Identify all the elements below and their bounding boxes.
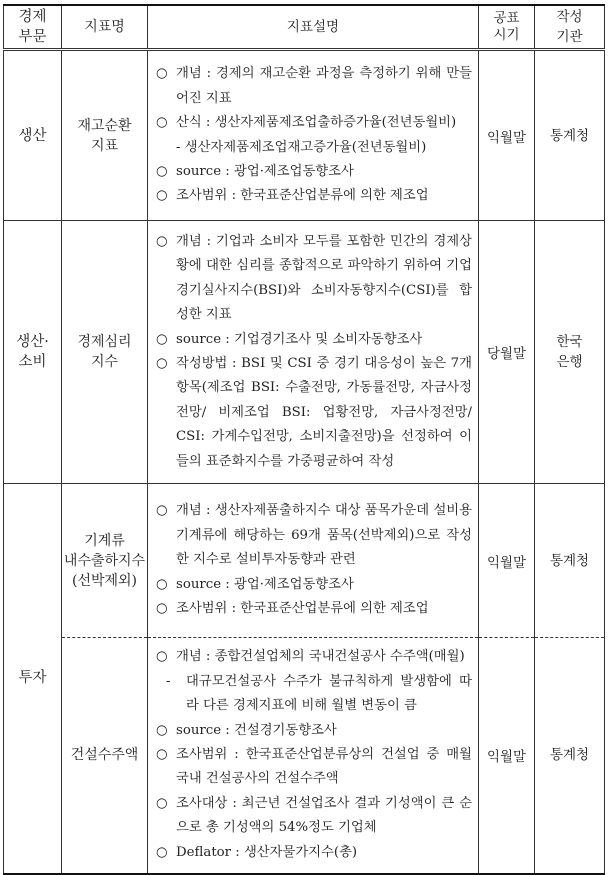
description-subitem: - 대규모건설공사 수주가 불규칙하게 발생함에 따라 다른 경제지표에 비해 월별 변동이 큼	[166, 673, 472, 714]
table-row	[4, 638, 605, 874]
release-timing-cell: 익월말	[479, 50, 535, 221]
organization-cell: 통계청	[535, 50, 605, 221]
description-item: ○ 조사대상 : 최근년 건설업조사 결과 기성액이 큰 순으로 총 기성액의 54%정도 기업체	[156, 795, 472, 836]
indicator-description-cell	[148, 50, 479, 221]
table-row	[4, 484, 605, 638]
description-item: - 생산자제품제조업재고증가율(전년동월비)	[176, 139, 427, 155]
release-timing-cell: 당월말	[479, 221, 535, 484]
description-item: ○ 조사범위 : 한국표준산업분류상의 건설업 중 매월 국내 건설공사의 건설수주액	[156, 747, 472, 787]
table-row	[4, 221, 605, 484]
header-indicator-description: 지표설명	[148, 5, 479, 50]
sector-cell: 투자	[4, 484, 62, 874]
indicator-name-cell: 경제심리 지수	[62, 221, 148, 484]
sector-cell: 생산	[4, 50, 62, 221]
description-item: ○ source : 광업·제조업동향조사	[156, 576, 354, 592]
description-item: ○ 조사범위 : 한국표준산업분류에 의한 제조업	[156, 601, 429, 617]
header-release-timing: 공표 시기	[479, 5, 535, 50]
description-item: ○ source : 광업·제조업동향조사	[156, 163, 354, 179]
description-item: ○ 개념 : 종합건설업체의 국내건설공사 수주액(매월)	[156, 649, 465, 665]
description-item: ○ 개념 : 경제의 재고순환 과정을 측정하기 위해 만들어진 지표	[156, 66, 472, 106]
description-item: ○ source : 기업경기조사 및 소비자동향조사	[156, 331, 423, 347]
description-item: ○ 작성방법 : BSI 및 CSI 중 경기 대응성이 높은 7개 항목(제조업 BSI: 수출전망, 가동률전망, 자금사정전망/ 비제조업 BSI: 업황전망, 자금사정전망/ CSI: 가계수입전망, 소비지출전망)을 선정하여 이들의 표준화지수를 가중평균하여 작성	[156, 356, 472, 469]
description-item: ○ 개념 : 생산자제품출하지수 대상 품목가운데 설비용 기계류에 해당하는 69개 품목(선박제외)으로 작성한 지수로 설비투자동향과 관련	[156, 503, 472, 568]
description-item: ○ 조사범위 : 한국표준산업분류에 의한 제조업	[156, 188, 429, 204]
organization-cell: 통계청	[535, 638, 605, 874]
organization-cell: 통계청	[535, 484, 605, 638]
description-item: ○ source : 건설경기동향조사	[156, 722, 337, 738]
header-organization: 작성 기관	[535, 5, 605, 50]
sector-cell: 생산· 소비	[4, 221, 62, 484]
release-timing-cell: 익월말	[479, 638, 535, 874]
description-item: ○ 산식 : 생산자제품제조업출하증가율(전년동월비)	[156, 115, 457, 131]
description-item: ○ Deflator : 생산자물가지수(총)	[156, 844, 358, 860]
organization-cell: 한국 은행	[535, 221, 605, 484]
indicator-name-cell: 기계류 내수출하지수 (선박제외)	[62, 484, 148, 638]
header-indicator-name: 지표명	[62, 5, 148, 50]
indicator-table	[3, 4, 605, 875]
description-item: ○ 개념 : 기업과 소비자 모두를 포함한 민간의 경제상황에 대한 심리를 종합적으로 파악하기 위하여 기업경기실사지수(BSI)와 소비자동향지수(CSI)를 합성한 지표	[156, 233, 472, 323]
table-row	[4, 50, 605, 221]
indicator-description-cell	[148, 638, 479, 874]
indicator-description-cell	[148, 221, 479, 484]
indicator-name-cell: 재고순환 지표	[62, 50, 148, 221]
indicator-description-cell	[148, 484, 479, 638]
table-header-row	[4, 5, 605, 50]
release-timing-cell: 익월말	[479, 484, 535, 638]
header-sector: 경제 부문	[4, 5, 62, 50]
indicator-name-cell: 건설수주액	[62, 638, 148, 874]
